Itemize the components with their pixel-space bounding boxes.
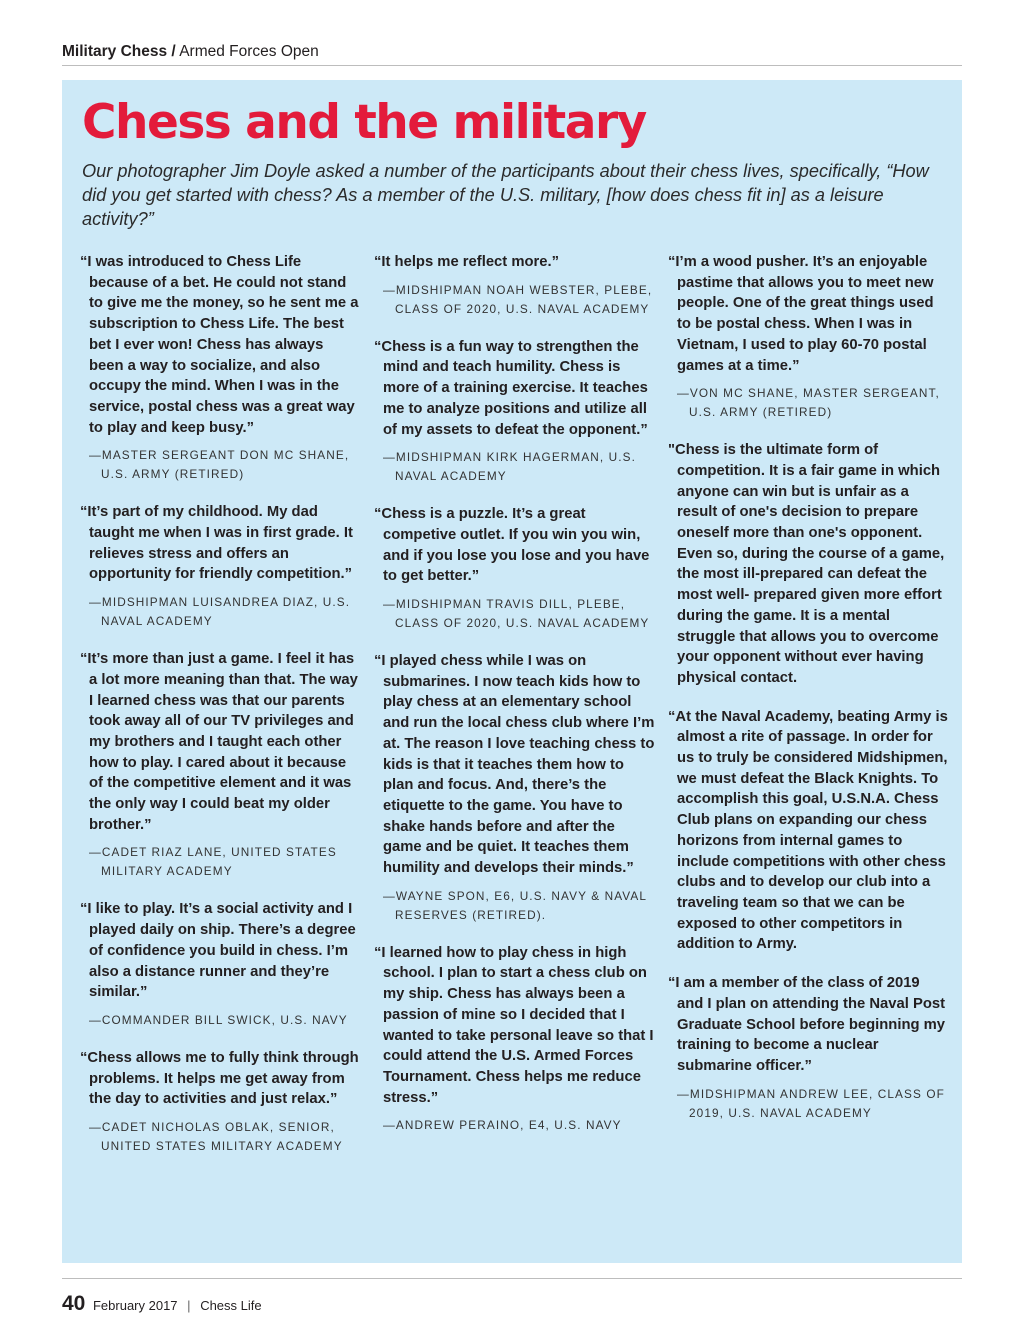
quote-entry: [374, 651, 656, 925]
section-name: Military Chess: [62, 43, 168, 60]
quote-attribution: —MIDSHIPMAN KIRK HAGERMAN, U.S. NAVAL ACADEMY: [383, 450, 637, 484]
quote-entry: [668, 252, 950, 422]
quote-text: “I played chess while I was on submarines. I now teach kids how to play chess at an elementary school and run the local chess club where I’m at. The reason I love teaching chess to kids is that it teaches them how to plan and focus. And, there’s the etiquette to the game. You have to shake hands before and after the game and be quiet. It teaches them humility and develops their minds.”: [374, 653, 655, 877]
quote-attribution: —MIDSHIPMAN NOAH WEBSTER, PLEBE, CLASS OF 2020, U.S. NAVAL ACADEMY: [383, 282, 653, 316]
quote-attribution: —MIDSHIPMAN TRAVIS DILL, PLEBE, CLASS OF 2020, U.S. NAVAL ACADEMY: [383, 597, 650, 631]
quote-text: “I’m a wood pusher. It’s an enjoyable pastime that allows you to meet new people. One of the great things used to be postal chess. When I was in Vietnam, I used to play 60-70 postal games at a time.”: [668, 254, 934, 374]
quote-text: “I am a member of the class of 2019 and I plan on attending the Naval Post Graduate School before beginning my training to become a nuclear submarine officer.”: [668, 975, 946, 1074]
quote-entry: [374, 252, 656, 319]
quote-attribution: —COMMANDER BILL SWICK, U.S. NAVY: [89, 1012, 348, 1027]
quote-text: “It’s more than just a game. I feel it has a lot more meaning than that. The way I learned chess was that our parents took away all of our TV privileges and my brothers and I taught each other how to play. I cared about it because of the competitive element and it was the only way I could beat my older brother.”: [80, 651, 358, 833]
quote-attribution: —MIDSHIPMAN LUISANDREA DIAZ, U.S. NAVAL ACADEMY: [89, 595, 351, 629]
issue-date: February 2017: [92, 1298, 178, 1313]
quote-text: “At the Naval Academy, beating Army is almost a rite of passage. In order for us to truly be considered Midshipmen, we must defeat the Black Knights. To accomplish this goal, U.S.N.A. Chess Club plans on expanding our chess horizons from internal games to include competitions with other chess clubs and to develop our club into a traveling team so that we can be exposed to other competitors in addition to Army.: [668, 708, 948, 953]
quote-text: “I was introduced to Chess Life because of a bet. He could not stand to give me the money, so he sent me a subscription to Chess Life. The best bet I ever won! Chess has always been a way to socialize, and also occupy the mind. When I was in the service, postal chess was a great way to play and keep busy.”: [80, 254, 359, 436]
article-intro: Our photographer Jim Doyle asked a number of the participants about their chess lives, specifically, “How did you get started with chess? As a member of the U.S. military, [how does chess fit in] as a leisure activity?”: [82, 161, 929, 229]
quote-entry: [80, 899, 362, 1030]
quote-text: "Chess is the ultimate form of competition. It is a fair game in which anyone can win but is unfair as a result of one's decision to prepare oneself more than one's opponent. Even so, during the course of a game, the most ill-prepared can defeat the most well- prepared given more effort during the game. It is a mental struggle that allows you to overcome your opponent without ever having physical contact.: [668, 442, 945, 686]
quote-text: “I like to play. It’s a social activity and I played daily on ship. There’s a degree of confidence you build in chess. I’m also a distance runner and they’re similar.”: [80, 901, 356, 1001]
quote-text: “Chess allows me to fully think through problems. It helps me get away from the day to activities and just relax.”: [80, 1049, 359, 1108]
quote-text: “Chess is a fun way to strengthen the mind and teach humility. Chess is more of a training exercise. It teaches me to analyze positions and utilize all of my assets to defeat the opponent.”: [374, 338, 648, 438]
quotes-column-3: [668, 252, 950, 1141]
header-divider: [62, 65, 962, 66]
subsection-name: Armed Forces Open: [179, 43, 319, 60]
quote-entry: [374, 337, 656, 487]
quote-entry: [668, 707, 950, 955]
quote-entry: [80, 649, 362, 881]
quotes-column-1: [80, 252, 362, 1174]
quote-entry: [668, 973, 950, 1123]
page-footer: [62, 1292, 262, 1316]
quote-attribution: —MIDSHIPMAN ANDREW LEE, CLASS OF 2019, U.S. NAVAL ACADEMY: [677, 1086, 945, 1120]
quote-entry: [80, 252, 362, 484]
running-header: [62, 43, 962, 61]
quote-attribution: —CADET RIAZ LANE, UNITED STATES MILITARY ACADEMY: [89, 845, 337, 879]
quote-entry: [668, 440, 950, 688]
quote-entry: [80, 502, 362, 631]
quote-entry: [80, 1048, 362, 1156]
quote-attribution: —ANDREW PERAINO, E4, U.S. NAVY: [383, 1118, 622, 1133]
footer-separator: |: [187, 1298, 191, 1313]
quote-attribution: —VON MC SHANE, MASTER SERGEANT, U.S. ARMY (RETIRED): [677, 386, 940, 420]
header-slash: /: [171, 43, 176, 60]
quote-text: “I learned how to play chess in high school. I plan to start a chess club on my ship. Chess has always been a passion of mine so I decided that I wanted to take personal leave so that I could attend the U.S. Armed Forces Tournament. Chess helps me reduce stress.”: [374, 944, 654, 1106]
quote-attribution: —CADET NICHOLAS OBLAK, SENIOR, UNITED STATES MILITARY ACADEMY: [89, 1120, 343, 1154]
quote-entry: [374, 943, 656, 1136]
page-number: 40: [62, 1292, 86, 1315]
quote-entry: [374, 504, 656, 633]
article-title: Chess and the military: [82, 95, 646, 150]
magazine-name: Chess Life: [200, 1298, 262, 1313]
footer-divider: [62, 1278, 962, 1279]
quote-attribution: —MASTER SERGEANT DON MC SHANE, U.S. ARMY (RETIRED): [89, 448, 350, 482]
quote-text: “It’s part of my childhood. My dad taught me when I was in first grade. It relieves stress and offers an opportunity for friendly competition.”: [80, 504, 353, 583]
quotes-column-2: [374, 252, 656, 1153]
quote-attribution: —WAYNE SPON, E6, U.S. NAVY & NAVAL RESERVES (RETIRED).: [383, 888, 647, 922]
quote-text: “It helps me reflect more.”: [374, 254, 560, 270]
quote-text: “Chess is a puzzle. It’s a great competive outlet. If you win you win, and if you lose you lose and you have to get better.”: [374, 506, 650, 585]
